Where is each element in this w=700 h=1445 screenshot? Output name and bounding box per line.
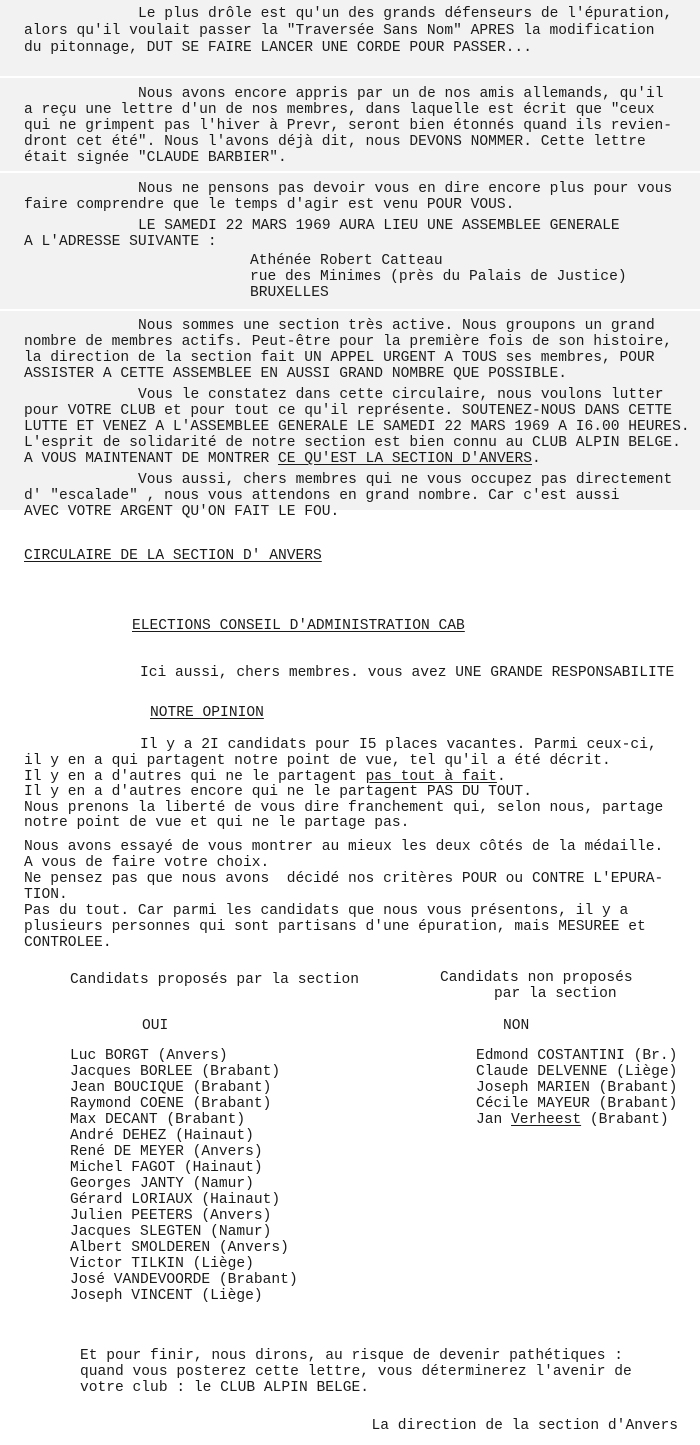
- elections-title: ELECTIONS CONSEIL D'ADMINISTRATION CAB: [132, 618, 465, 634]
- intro-text: .: [531, 451, 541, 467]
- candidate-yes: Victor TILKIN (Liège): [70, 1256, 254, 1272]
- candidate-yes: Julien PEETERS (Anvers): [70, 1208, 272, 1224]
- opinion-line: Il y a 2I candidats pour I5 places vacantes. Parmi ceux-ci,: [140, 737, 657, 753]
- candidate-no: Claude DELVENNE (Liège): [476, 1064, 678, 1080]
- candidate-yes: Michel FAGOT (Hainaut): [70, 1160, 263, 1176]
- scan-cut-line: [0, 171, 700, 173]
- candidate-yes: José VANDEVOORDE (Brabant): [70, 1272, 298, 1288]
- address-line: rue des Minimes (près du Palais de Justice): [250, 269, 627, 285]
- scan-cut-line: [0, 76, 700, 78]
- candidate-text: Jan: [476, 1112, 512, 1128]
- candidate-yes: René DE MEYER (Anvers): [70, 1144, 263, 1160]
- candidate-yes: Max DECANT (Brabant): [70, 1112, 246, 1128]
- intro-line: Le plus drôle est qu'un des grands défenseurs de l'épuration,: [138, 6, 673, 22]
- opinion-line: Nous prenons la liberté de vous dire franchement qui, selon nous, partage: [24, 800, 664, 816]
- intro-line: la direction de la section fait UN APPEL URGENT A TOUS ses membres, POUR: [24, 350, 655, 366]
- intro-line: Vous le constatez dans cette circulaire, nous voulons lutter: [138, 387, 664, 403]
- intro-line: Nous avons encore appris par un de nos amis allemands, qu'il: [138, 86, 664, 102]
- address-line: Athénée Robert Catteau: [250, 253, 443, 269]
- intro-line: Vous aussi, chers membres qui ne vous occupez pas directement: [138, 472, 673, 488]
- intro-line: était signée "CLAUDE BARBIER".: [24, 150, 287, 166]
- responsibility-line: Ici aussi, chers membres. vous avez UNE GRANDE RESPONSABILITE: [140, 665, 675, 681]
- intro-line: d' "escalade" , nous vous attendons en grand nombre. Car c'est aussi: [24, 488, 620, 504]
- candidate-yes: Jean BOUCIQUE (Brabant): [70, 1080, 272, 1096]
- candidate-no: Cécile MAYEUR (Brabant): [476, 1096, 678, 1112]
- address-line: BRUXELLES: [250, 285, 329, 301]
- opinion-line: A vous de faire votre choix.: [24, 855, 270, 871]
- intro-text: A VOUS MAINTENANT DE MONTRER: [24, 451, 278, 467]
- candidate-yes: Albert SMOLDEREN (Anvers): [70, 1240, 289, 1256]
- assembly-line: LE SAMEDI 22 MARS 1969 AURA LIEU UNE ASSEMBLEE GENERALE: [138, 218, 620, 234]
- opinion-line: CONTROLEE.: [24, 935, 112, 951]
- intro-line: nombre de membres actifs. Peut-être pour la première fois de son histoire,: [24, 334, 673, 350]
- closing-line: quand vous posterez cette lettre, vous déterminerez l'avenir de: [80, 1364, 632, 1380]
- intro-line: pour VOTRE CLUB et pour tout ce qu'il représente. SOUTENEZ-NOUS DANS CETTE: [24, 403, 673, 419]
- opinion-line: notre point de vue et qui ne le partage pas.: [24, 815, 410, 831]
- intro-line: dront cet été". Nous l'avons déjà dit, nous DEVONS NOMMER. Cette lettre: [24, 134, 646, 150]
- not-proposed-label: NON: [503, 1018, 530, 1034]
- candidate-no: Edmond COSTANTINI (Br.): [476, 1048, 678, 1064]
- intro-line: alors qu'il voulait passer la "Traversée Sans Nom" APRES la modification: [24, 23, 655, 39]
- intro-line: qui ne grimpent pas l'hiver à Prevr, seront bien étonnés quand ils revien-: [24, 118, 673, 134]
- intro-line: [24, 451, 541, 467]
- candidate-yes: Jacques BORLEE (Brabant): [70, 1064, 281, 1080]
- opinion-line: Pas du tout. Car parmi les candidats que nous vous présentons, il y a: [24, 903, 629, 919]
- not-proposed-heading: Candidats non proposés: [440, 970, 633, 986]
- underlined-text: CE QU'EST LA SECTION D'ANVERS: [277, 451, 532, 467]
- intro-line: Nous sommes une section très active. Nous groupons un grand: [138, 318, 655, 334]
- opinion-text: .: [496, 769, 506, 785]
- intro-line: LUTTE ET VENEZ A L'ASSEMBLEE GENERALE LE SAMEDI 22 MARS 1969 A I6.00 HEURES.: [24, 419, 690, 435]
- intro-line: AVEC VOTRE ARGENT QU'ON FAIT LE FOU.: [24, 504, 340, 520]
- circular-title: CIRCULAIRE DE LA SECTION D' ANVERS: [24, 548, 322, 564]
- opinion-line: Il y en a d'autres encore qui ne le partagent PAS DU TOUT.: [24, 784, 532, 800]
- candidate-no: Joseph MARIEN (Brabant): [476, 1080, 678, 1096]
- intro-line: du pitonnage, DUT SE FAIRE LANCER UNE CORDE POUR PASSER...: [24, 40, 532, 56]
- candidate-yes: André DEHEZ (Hainaut): [70, 1128, 254, 1144]
- proposed-label: OUI: [142, 1018, 169, 1034]
- opinion-line: [24, 769, 506, 785]
- intro-line: ASSISTER A CETTE ASSEMBLEE EN AUSSI GRAND NOMBRE QUE POSSIBLE.: [24, 366, 567, 382]
- opinion-text: Il y en a d'autres qui ne le partagent: [24, 769, 366, 785]
- candidate-text: (Brabant): [581, 1112, 669, 1128]
- assembly-line: A L'ADRESSE SUIVANTE :: [24, 234, 217, 250]
- signature: La direction de la section d'Anvers: [371, 1418, 678, 1434]
- closing-line: votre club : le CLUB ALPIN BELGE.: [80, 1380, 370, 1396]
- opinion-line: Nous avons essayé de vous montrer au mieux les deux côtés de la médaille.: [24, 839, 664, 855]
- proposed-heading: Candidats proposés par la section: [70, 972, 360, 988]
- opinion-line: il y en a qui partagent notre point de vue, tel qu'il a été décrit.: [24, 753, 611, 769]
- underlined-text: Verheest: [511, 1112, 582, 1128]
- opinion-line: TION.: [24, 887, 68, 903]
- scan-cut-line: [0, 309, 700, 311]
- not-proposed-heading: par la section: [494, 986, 617, 1002]
- candidate-yes: Gérard LORIAUX (Hainaut): [70, 1192, 281, 1208]
- intro-line: Nous ne pensons pas devoir vous en dire encore plus pour vous: [138, 181, 673, 197]
- intro-line: a reçu une lettre d'un de nos membres, dans laquelle est écrit que "ceux: [24, 102, 655, 118]
- opinion-heading: NOTRE OPINION: [150, 705, 264, 721]
- closing-line: Et pour finir, nous dirons, au risque de devenir pathétiques :: [80, 1348, 623, 1364]
- underlined-text: pas tout à fait: [365, 769, 497, 785]
- candidate-no: [476, 1112, 669, 1128]
- opinion-line: Ne pensez pas que nous avons décidé nos critères POUR ou CONTRE L'EPURA-: [24, 871, 664, 887]
- candidate-yes: Georges JANTY (Namur): [70, 1176, 254, 1192]
- candidate-yes: Luc BORGT (Anvers): [70, 1048, 228, 1064]
- opinion-line: plusieurs personnes qui sont partisans d'une épuration, mais MESUREE et: [24, 919, 646, 935]
- intro-line: L'esprit de solidarité de notre section est bien connu au CLUB ALPIN BELGE.: [24, 435, 681, 451]
- candidate-yes: Raymond COENE (Brabant): [70, 1096, 272, 1112]
- candidate-yes: Joseph VINCENT (Liège): [70, 1288, 263, 1304]
- candidate-yes: Jacques SLEGTEN (Namur): [70, 1224, 272, 1240]
- intro-line: faire comprendre que le temps d'agir est venu POUR VOUS.: [24, 197, 515, 213]
